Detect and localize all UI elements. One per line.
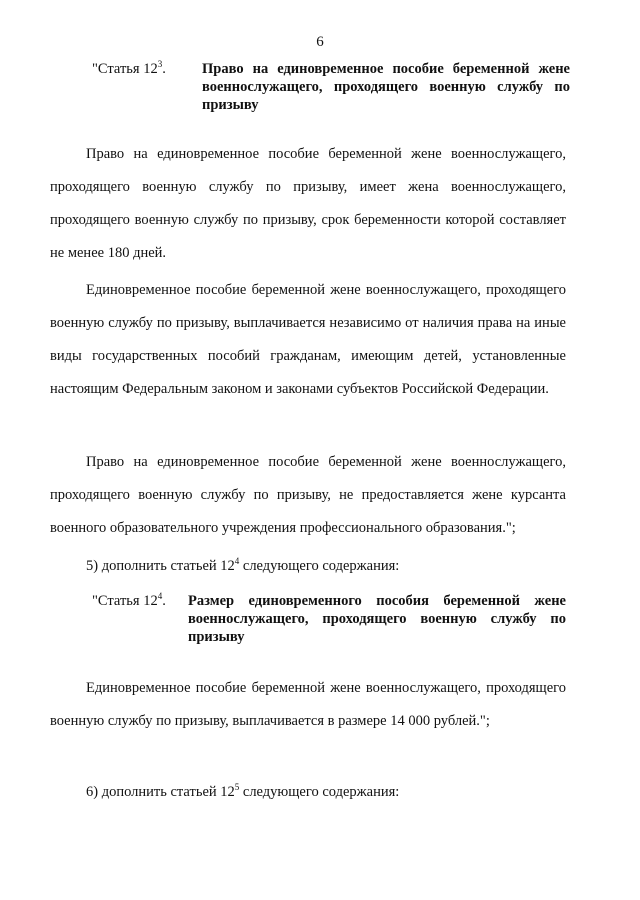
item-6-tail: следующего содержания: xyxy=(239,784,400,800)
item-5-text: 5) дополнить статьей 12 xyxy=(86,558,235,574)
article-12-3-label-text: "Статья 12 xyxy=(92,61,158,77)
item-6 xyxy=(50,776,566,809)
paragraph-12-4: Единовременное пособие беременной жене военнослужащего, проходящего военную службу по призыву, выплачивается в размере 14 000 рублей."; xyxy=(50,680,566,729)
article-12-4-label-text: "Статья 12 xyxy=(92,593,158,609)
article-12-4-label xyxy=(92,592,188,646)
article-12-3-label-sup: 3 xyxy=(157,59,163,69)
article-12-4-title: Размер единовременного пособия беременной жене военнослужащего, проходящего военную службу по призыву xyxy=(188,593,566,645)
article-12-3-label xyxy=(92,60,202,114)
item-6-sup: 5 xyxy=(234,782,240,792)
paragraph-12-3-1: Право на единовременное пособие беременной жене военнослужащего, проходящего военную службу по призыву, имеет жена военнослужащего, проходящего военную службу по призыву, срок беременности которой составляет не менее 180 дней. xyxy=(50,146,566,261)
article-12-3-heading xyxy=(92,60,570,114)
page-number: 6 xyxy=(316,34,324,50)
article-12-4-label-dot: . xyxy=(162,593,166,609)
article-12-3-label-dot: . xyxy=(162,61,166,77)
item-5-tail: следующего содержания: xyxy=(239,558,400,574)
article-12-4-label-sup: 4 xyxy=(157,591,163,601)
article-12-3-title: Право на единовременное пособие беременной жене военнослужащего, проходящего военную службу по призыву xyxy=(202,61,570,113)
article-12-4-heading xyxy=(92,592,566,646)
item-5 xyxy=(50,550,566,583)
paragraph-12-3-2: Единовременное пособие беременной жене военнослужащего, проходящего военную службу по призыву, выплачивается независимо от наличия права на иные виды государственных пособий гражданам, имеющим детей, установленные настоящим Федеральным законом и законами субъектов Российской Федерации. xyxy=(50,282,566,397)
paragraph-12-3-3: Право на единовременное пособие беременной жене военнослужащего, проходящего военную службу по призыву, не предоставляется жене курсанта военного образовательного учреждения профессионального образования."; xyxy=(50,454,566,536)
item-6-text: 6) дополнить статьей 12 xyxy=(86,784,235,800)
item-5-sup: 4 xyxy=(234,556,240,566)
